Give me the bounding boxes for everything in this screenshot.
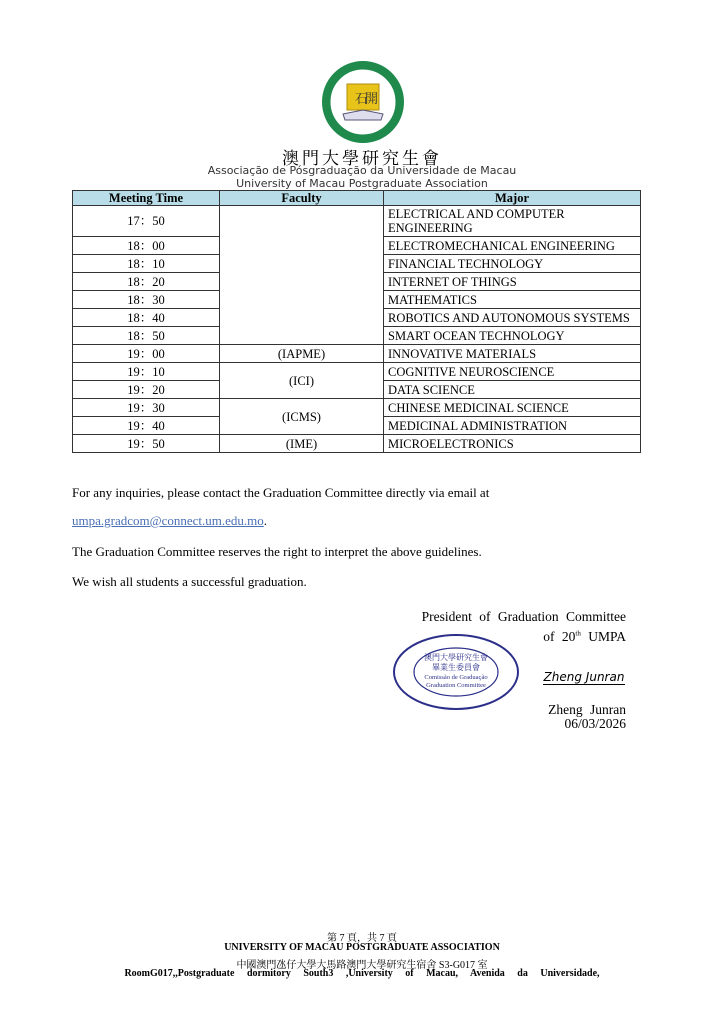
signatory-name: Zheng Junran [548,702,626,717]
handwritten-signature: Zheng Junran [543,670,625,684]
meeting-time: 19：50 [73,435,220,453]
meeting-time: 18：40 [73,309,220,327]
major: INTERNET OF THINGS [384,273,641,291]
footer-en-address: RoomG017,,Postgraduate dormitory South3 ,University of Macau, Avenida da Universidade, [124,968,600,979]
meeting-time: 19：40 [73,417,220,435]
page-number: 第 7 頁，共 7 頁 [327,933,397,944]
major: FINANCIAL TECHNOLOGY [384,255,641,273]
umpa-logo [321,60,405,144]
meeting-time: 19：20 [73,381,220,399]
table-row [73,399,641,417]
reserve-text: The Graduation Committee reserves the right to interpret the above guidelines. [72,544,482,559]
email-suffix: . [263,513,267,528]
major: ROBOTICS AND AUTONOMOUS SYSTEMS [384,309,641,327]
meeting-time: 18：30 [73,291,220,309]
svg-text:澳門大學研究生會: 澳門大學研究生會 [424,653,488,662]
faculty: (ICI) [220,363,384,399]
wish-text: We wish all students a successful graduation. [72,574,307,589]
meeting-time: 18：10 [73,255,220,273]
major: MEDICINAL ADMINISTRATION [384,417,641,435]
meeting-time: 18：50 [73,327,220,345]
faculty [220,206,384,345]
svg-text:Comissão de Graduação: Comissão de Graduação [424,674,488,681]
svg-text:畢業生委員會: 畢業生委員會 [432,663,480,672]
committee-seal [392,632,520,712]
schedule-table [72,190,641,453]
table-row [73,435,641,453]
footer-org: UNIVERSITY OF MACAU POSTGRADUATE ASSOCIATION [224,942,500,953]
meeting-time: 18：20 [73,273,220,291]
meeting-time: 19：10 [73,363,220,381]
major: MICROELECTRONICS [384,435,641,453]
signature-title: President of Graduation Committee [421,609,626,624]
subtitle-sup: th [575,629,581,638]
table-row [73,345,641,363]
org-english-name: University of Macau Postgraduate Association [236,177,488,190]
major: DATA SCIENCE [384,381,641,399]
meeting-time: 19：00 [73,345,220,363]
signature-date: 06/03/2026 [564,716,626,731]
major: CHINESE MEDICINAL SCIENCE [384,399,641,417]
table-row [73,363,641,381]
header-meeting-time: Meeting Time [73,191,220,206]
org-portuguese-name: Associação de Pósgraduação da Universidade de Macau [207,164,517,177]
svg-text:Graduation Committee: Graduation Committee [426,682,486,689]
faculty: (IME) [220,435,384,453]
email-link[interactable]: umpa.gradcom@connect.um.edu.mo [72,513,264,528]
major: MATHEMATICS [384,291,641,309]
svg-text:石: 石 [355,91,369,106]
email-line [72,513,267,529]
table-row [73,206,641,237]
subtitle-pre: of 20 [543,629,576,644]
header-faculty: Faculty [220,191,384,206]
meeting-time: 19：30 [73,399,220,417]
meeting-time: 17：50 [73,206,220,237]
major: COGNITIVE NEUROSCIENCE [384,363,641,381]
major: SMART OCEAN TECHNOLOGY [384,327,641,345]
svg-text:開: 開 [365,91,379,106]
subtitle-post: UMPA [580,629,626,644]
major: ELECTROMECHANICAL ENGINEERING [384,237,641,255]
faculty: (IAPME) [220,345,384,363]
meeting-time: 18：00 [73,237,220,255]
org-chinese-name: 澳門大學研究生會 [282,149,442,168]
inquiry-text: For any inquiries, please contact the Graduation Committee directly via email at [72,485,490,500]
signature-subtitle [543,629,626,645]
footer-cn-address: 中國澳門氹仔大學大馬路澳門大學研究生宿舍 S3-G017 室 [236,960,488,971]
major: ELECTRICAL AND COMPUTER ENGINEERING [384,206,641,237]
table-header-row [73,191,641,206]
major: INNOVATIVE MATERIALS [384,345,641,363]
header-major: Major [384,191,641,206]
faculty: (ICMS) [220,399,384,435]
